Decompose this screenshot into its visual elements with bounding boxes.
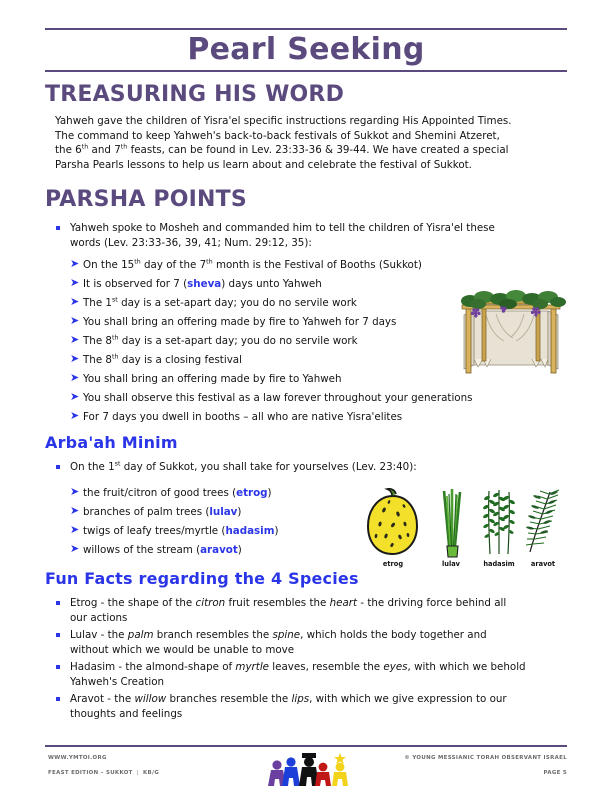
arrow-bullet-icon: ➤ xyxy=(70,409,80,422)
parsha-item-4-pre: You shall bring an offering made by fire to Yahweh for 7 days xyxy=(83,316,397,328)
arbaah-item-1 xyxy=(70,486,272,500)
lulav-illustration xyxy=(434,488,470,560)
aravot-illustration xyxy=(520,488,566,560)
parsha-item-3-sup: st xyxy=(111,295,118,304)
fun-fact-item-2 xyxy=(55,628,570,657)
parsha-item-6-post: day is a closing festival xyxy=(118,354,242,366)
arbaah-intro-sup: st xyxy=(114,459,121,468)
fun-fact-4-it2: lips xyxy=(291,693,310,705)
arrow-bullet-icon: ➤ xyxy=(70,333,80,346)
arbaah-intro-pre: On the 1 xyxy=(70,461,115,473)
parsha-item-2-post: ) days unto Yahweh xyxy=(221,278,322,290)
treasuring-line-2: The command to keep Yahweh's back-to-back festivals of Sukkot and Shemini Atzeret, xyxy=(55,129,500,142)
arbaah-item-1-pre: the fruit/citron of good trees ( xyxy=(83,487,237,499)
parsha-item-1-sup2: th xyxy=(206,257,213,266)
treasuring-paragraph xyxy=(55,114,560,172)
parsha-intro-line-2: words (Lev. 23:33-36, 39, 41; Num. 29:12, 35): xyxy=(70,236,312,249)
fun-fact-3-it1: myrtle xyxy=(235,661,270,673)
caption-etrog: etrog xyxy=(382,560,404,568)
arbaah-item-4 xyxy=(70,543,242,557)
fun-fact-1-line2: our actions xyxy=(70,611,128,624)
fun-fact-item-3 xyxy=(55,660,570,689)
parsha-item-5-post: day is a set-apart day; you do no servile work xyxy=(118,335,358,347)
fun-fact-1-a: Etrog - the shape of the xyxy=(70,597,196,609)
parsha-item-6-pre: The 8 xyxy=(83,354,112,366)
footer-website[interactable]: WWW.YMTOI.ORG xyxy=(48,755,107,761)
arbaah-item-4-pre: willows of the stream ( xyxy=(83,544,201,556)
parsha-item-8-pre: You shall observe this festival as a law forever throughout your generations xyxy=(83,392,473,404)
treasuring-line-1: Yahweh gave the children of Yisra'el specific instructions regarding His Appointed Times. xyxy=(55,115,512,127)
parsha-item-7-pre: You shall bring an offering made by fire to Yahweh xyxy=(83,373,342,385)
arrow-bullet-icon: ➤ xyxy=(70,276,80,289)
fun-fact-item-1 xyxy=(55,596,570,625)
arbaah-intro-bullet xyxy=(55,460,490,475)
fun-fact-3-line2: Yahweh's Creation xyxy=(70,675,165,688)
parsha-item-3-post: day is a set-apart day; you do no servile work xyxy=(117,297,357,309)
fun-fact-2-it2: spine xyxy=(272,629,301,641)
arbaah-item-3-post: ) xyxy=(274,525,279,537)
parsha-item-5-pre: The 8 xyxy=(83,335,112,347)
fun-fact-4-c: , with which we give expression to our xyxy=(309,693,507,705)
arrow-bullet-icon: ➤ xyxy=(70,523,80,536)
parsha-item-9-pre: For 7 days you dwell in booths – all who are native Yisra'elites xyxy=(83,411,403,423)
fun-fact-1-c: - the driving force behind all xyxy=(357,597,507,609)
arrow-bullet-icon: ➤ xyxy=(70,314,80,327)
fun-fact-3-a: Hadasim - the almond-shape of xyxy=(70,661,236,673)
arbaah-item-2-keyword: lulav xyxy=(209,506,238,518)
parsha-intro-bullet xyxy=(55,221,560,250)
treasuring-line-3b: and 7 xyxy=(88,144,121,157)
fun-fact-3-b: leaves, resemble the xyxy=(269,661,384,673)
hadasim-illustration xyxy=(478,488,520,560)
footer-copyright: © YOUNG MESSIANIC TORAH OBSERVANT ISRAEL xyxy=(404,755,567,761)
page-title: Pearl Seeking xyxy=(187,32,425,67)
logo-figure-blue xyxy=(282,757,300,786)
arbaah-item-1-keyword: etrog xyxy=(236,487,268,499)
parsha-item-1-mid: day of the 7 xyxy=(140,259,207,271)
treasuring-sup-7th: th xyxy=(120,142,128,151)
arbaah-item-3-keyword: hadasim xyxy=(225,525,275,537)
arrow-bullet-icon: ➤ xyxy=(70,504,80,517)
fun-fact-2-a: Lulav - the xyxy=(70,629,128,641)
heading-arbaah-minim: Arba'ah Minim xyxy=(45,433,178,452)
arbaah-item-4-keyword: aravot xyxy=(200,544,238,556)
parsha-item-6 xyxy=(70,353,242,367)
arbaah-item-2 xyxy=(70,505,241,519)
footer-edition-line xyxy=(48,770,159,776)
parsha-item-9 xyxy=(70,410,402,424)
parsha-item-3-pre: The 1 xyxy=(83,297,112,309)
footer-edition: FEAST EDITION – SUKKOT xyxy=(48,770,133,776)
fun-fact-4-b: branches resemble the xyxy=(166,693,292,705)
fun-fact-3-c: , with which we behold xyxy=(407,661,526,673)
arrow-bullet-icon: ➤ xyxy=(70,257,80,270)
caption-lulav: lulav xyxy=(442,560,460,568)
arrow-bullet-icon: ➤ xyxy=(70,485,80,498)
parsha-item-2-keyword: sheva xyxy=(187,278,222,290)
footer-code: KB/G xyxy=(143,770,160,776)
fun-fact-2-c: , which holds the body together and xyxy=(300,629,487,641)
fun-fact-3-it2: eyes xyxy=(383,661,408,673)
arbaah-item-3-pre: twigs of leafy trees/myrtle ( xyxy=(83,525,226,537)
parsha-item-1 xyxy=(70,258,422,272)
arrow-bullet-icon: ➤ xyxy=(70,542,80,555)
treasuring-line-3c: feasts, can be found in Lev. 23:33-36 & 39-44. We have created a special xyxy=(127,144,509,157)
fun-fact-4-a: Aravot - the xyxy=(70,693,135,705)
arbaah-intro-post: day of Sukkot, you shall take for yourselves (Lev. 23:40): xyxy=(120,461,417,473)
fun-fact-2-line2: without which we would be unable to move xyxy=(70,643,295,656)
parsha-item-2-pre: It is observed for 7 ( xyxy=(83,278,188,290)
parsha-item-7 xyxy=(70,372,342,386)
sukkah-illustration xyxy=(456,289,566,381)
arbaah-item-2-post: ) xyxy=(237,506,242,518)
caption-aravot: aravot xyxy=(530,560,556,568)
fun-fact-2-it1: palm xyxy=(127,629,154,641)
etrog-illustration xyxy=(360,488,426,560)
arrow-bullet-icon: ➤ xyxy=(70,352,80,365)
arbaah-item-4-post: ) xyxy=(237,544,242,556)
parsha-intro-line-1: Yahweh spoke to Mosheh and commanded him to tell the children of Yisra'el these xyxy=(70,222,495,234)
fun-fact-4-line2: thoughts and feelings xyxy=(70,707,183,720)
arbaah-item-1-post: ) xyxy=(267,487,272,499)
fun-fact-item-4 xyxy=(55,692,570,721)
fun-fact-1-it2: heart xyxy=(329,597,358,609)
treasuring-sup-6th: th xyxy=(81,142,89,151)
parsha-item-1-sup: th xyxy=(134,257,141,266)
parsha-item-3 xyxy=(70,296,357,310)
heading-fun-facts: Fun Facts regarding the 4 Species xyxy=(45,569,359,588)
arbaah-item-3 xyxy=(70,524,278,538)
footer-separator: | xyxy=(136,770,140,776)
treasuring-line-4: Parsha Pearls lessons to help us learn about and celebrate the festival of Sukkot. xyxy=(55,158,472,171)
heading-parsha-points: PARSHA POINTS xyxy=(45,187,247,212)
fun-fact-4-it1: willow xyxy=(134,693,167,705)
parsha-item-1-post: month is the Festival of Booths (Sukkot) xyxy=(212,259,422,271)
parsha-item-6-sup: th xyxy=(111,352,119,361)
parsha-item-4 xyxy=(70,315,396,329)
caption-hadasim: hadasim xyxy=(483,560,515,568)
parsha-item-1-pre: On the 15 xyxy=(83,259,135,271)
heading-treasuring-his-word: TREASURING HIS WORD xyxy=(45,82,345,107)
fun-fact-2-b: branch resembles the xyxy=(153,629,273,641)
fun-fact-1-b: fruit resembles the xyxy=(225,597,330,609)
header-rule-bottom xyxy=(45,70,567,72)
logo-figure-red xyxy=(315,763,331,786)
footer-page-number: PAGE 5 xyxy=(543,770,567,776)
arrow-bullet-icon: ➤ xyxy=(70,390,80,403)
fun-fact-1-it1: citron xyxy=(195,597,226,609)
treasuring-line-3a: the 6 xyxy=(55,144,82,157)
arrow-bullet-icon: ➤ xyxy=(70,295,80,308)
arbaah-item-2-pre: branches of palm trees ( xyxy=(83,506,210,518)
parsha-item-5-sup: th xyxy=(111,333,119,342)
parsha-item-8 xyxy=(70,391,473,405)
parsha-item-2 xyxy=(70,277,322,291)
footer-rule xyxy=(45,745,567,747)
parsha-item-5 xyxy=(70,334,358,348)
arrow-bullet-icon: ➤ xyxy=(70,371,80,384)
